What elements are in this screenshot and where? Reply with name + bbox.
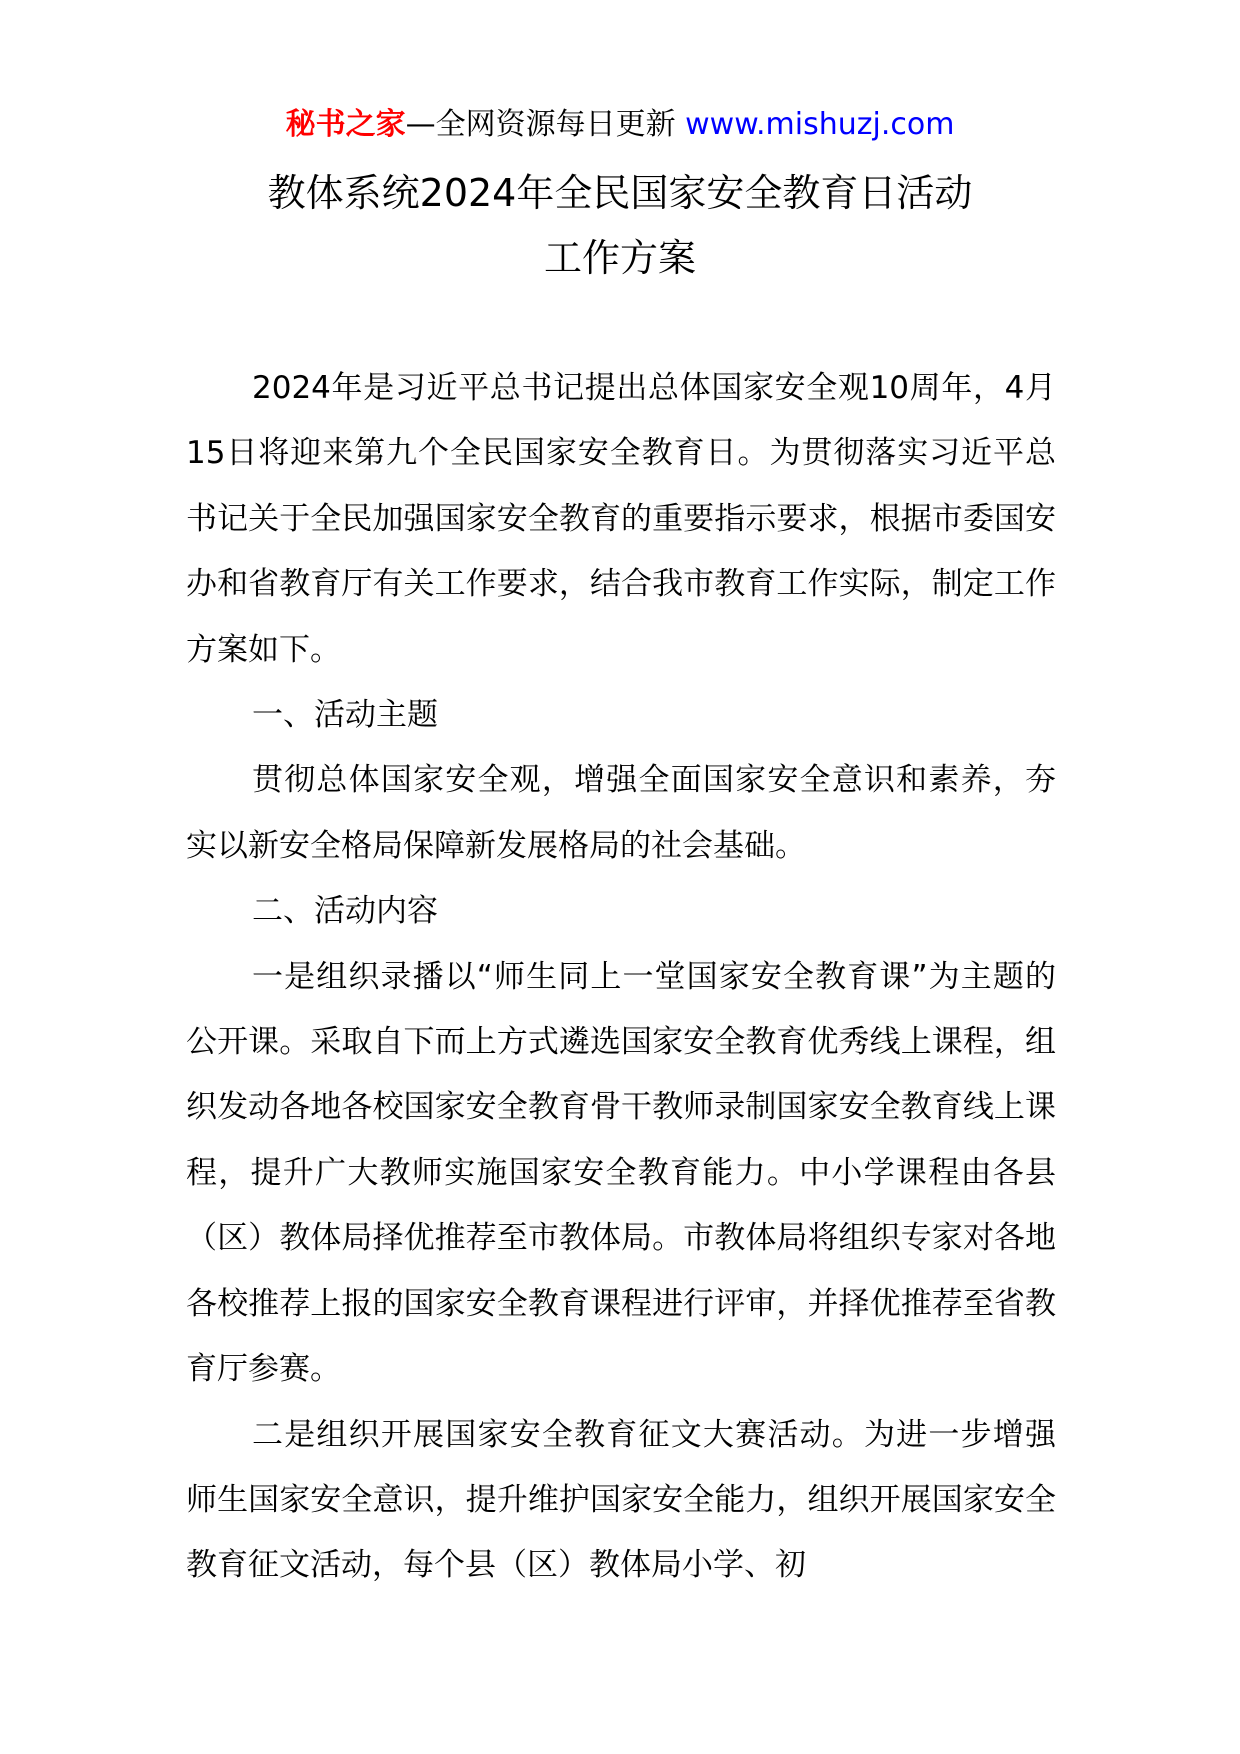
content-paragraph-1: 一是组织录播以“师生同上一堂国家安全教育课”为主题的公开课。采取自下而上方式遴选国家安全教育优秀线上课程，组织发动各地各校国家安全教育骨干教师录制国家安全教育线上课程，提升广大教师实施国家安全教育能力。中小学课程由各县（区）教体局择优推荐至市教体局。市教体局将组织专家对各地各校推荐上报的国家安全教育课程进行评审，并择优推荐至省教育厅参赛。	[186, 958, 1056, 1388]
document-body	[186, 356, 1056, 1599]
section-heading-theme: 一、活动主题	[252, 697, 438, 734]
brand-name: 秘书之家	[285, 107, 406, 142]
site-url-link[interactable]: www.mishuzj.com	[685, 107, 955, 142]
header-slogan: —全网资源每日更新	[405, 107, 676, 142]
theme-paragraph: 贯彻总体国家安全观，增强全面国家安全意识和素养，夯实以新安全格局保障新发展格局的社会基础。	[186, 762, 1056, 864]
header-banner	[0, 103, 1240, 147]
intro-paragraph: 2024年是习近平总书记提出总体国家安全观10周年，4月15日将迎来第九个全民国家安全教育日。为贯彻落实习近平总书记关于全民加强国家安全教育的重要指示要求，根据市委国安办和省教育厅有关工作要求，结合我市教育工作实际，制定工作方案如下。	[186, 370, 1056, 668]
content-paragraph-2: 二是组织开展国家安全教育征文大赛活动。为进一步增强师生国家安全意识，提升维护国家安全能力，组织开展国家安全教育征文活动，每个县（区）教体局小学、初	[186, 1416, 1056, 1584]
document-title-line-2: 工作方案	[543, 236, 696, 280]
section-heading-content: 二、活动内容	[252, 893, 438, 930]
document-title-line-1: 教体系统2024年全民国家安全教育日活动	[267, 171, 973, 215]
